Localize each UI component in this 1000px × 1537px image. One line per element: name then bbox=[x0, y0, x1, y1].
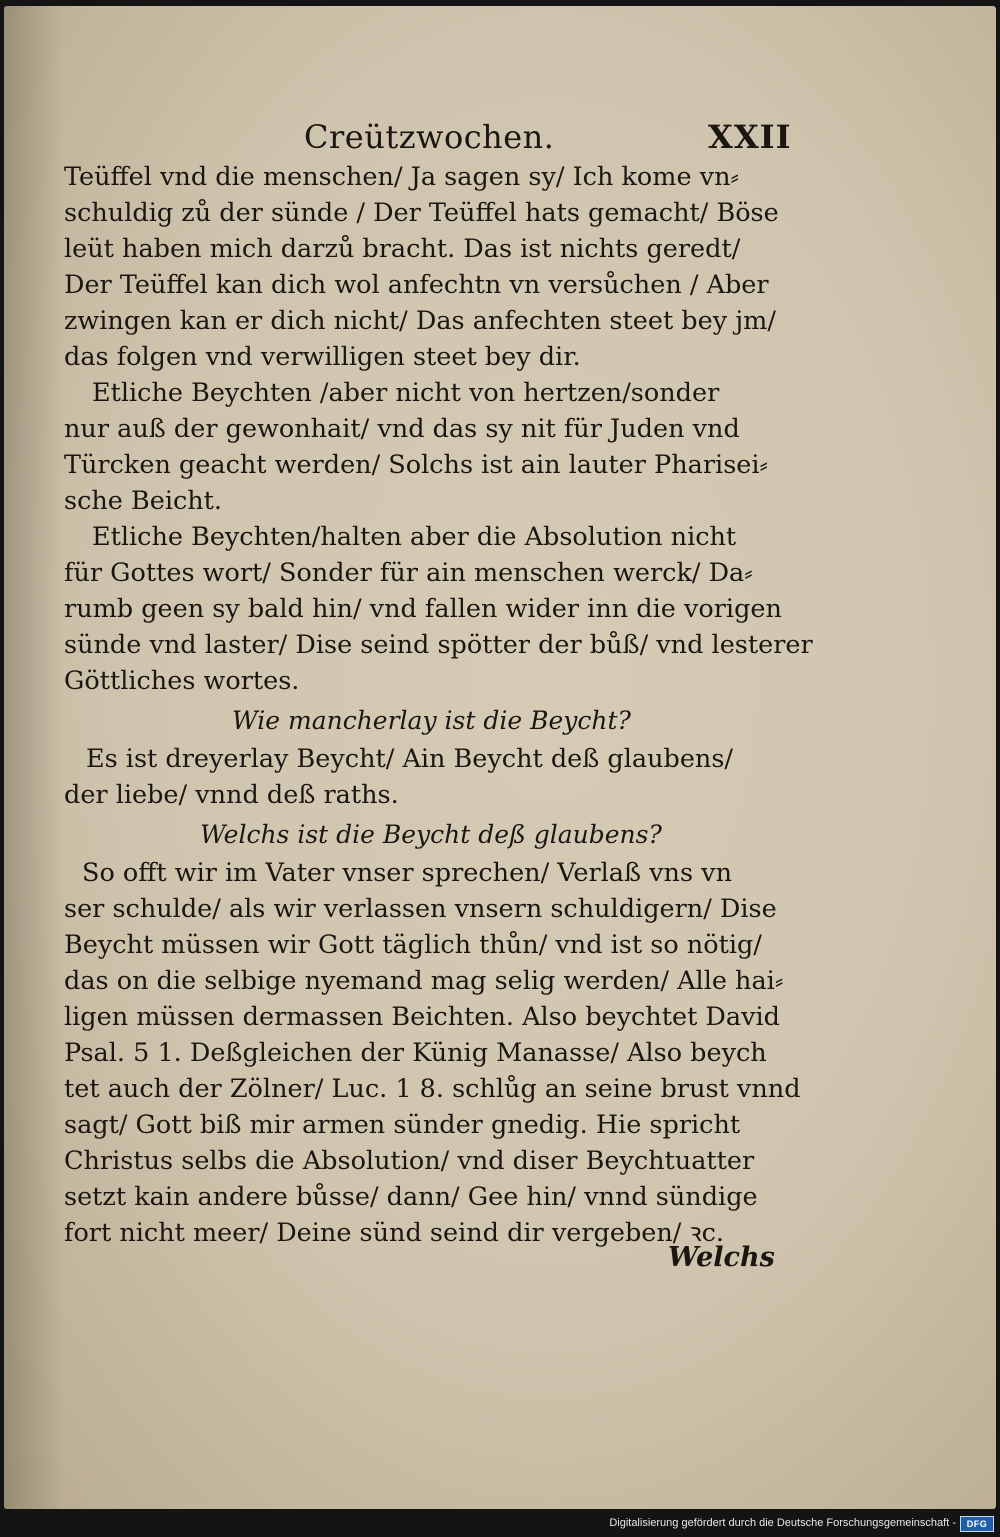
text-line: rumb geen sy bald hin/ vnd fallen wider inn die vorigen bbox=[64, 594, 782, 624]
text-line: ligen müssen dermassen Beichten. Also beychtet David bbox=[64, 1002, 780, 1032]
text-line: Türcken geacht werden/ Solchs ist ain lauter Pharisei⸗ bbox=[64, 450, 769, 480]
dfg-logo: DFG bbox=[960, 1516, 994, 1532]
section-heading: Welchs ist die Beycht deß glaubens? bbox=[200, 820, 662, 849]
text-line: Göttliches wortes. bbox=[64, 666, 300, 696]
text-line: das on die selbige nyemand mag selig werden/ Alle hai⸗ bbox=[64, 966, 784, 996]
text-line: sche Beicht. bbox=[64, 486, 223, 516]
text-line: So offt wir im Vater vnser sprechen/ Verlaß vns vn bbox=[82, 858, 732, 888]
text-line: Der Teüffel kan dich wol anfechtn vn versůchen / Aber bbox=[64, 270, 769, 300]
text-line: Etliche Beychten /aber nicht von hertzen/sonder bbox=[92, 378, 720, 408]
text-line: tet auch der Zölner/ Luc. 1 8. schlůg an seine brust vnnd bbox=[64, 1074, 801, 1104]
text-line: setzt kain andere bůsse/ dann/ Gee hin/ vnnd sündige bbox=[64, 1182, 758, 1212]
text-line: leüt haben mich darzů bracht. Das ist nichts geredt/ bbox=[64, 234, 741, 264]
text-line: Es ist dreyerlay Beycht/ Ain Beycht deß glaubens/ bbox=[86, 744, 734, 774]
text-line: Teüffel vnd die menschen/ Ja sagen sy/ Ich kome vn⸗ bbox=[64, 162, 739, 192]
running-head: Creützwochen. bbox=[304, 118, 555, 156]
text-line: der liebe/ vnnd deß raths. bbox=[64, 780, 399, 810]
text-line: nur auß der gewonhait/ vnd das sy nit für Juden vnd bbox=[64, 414, 740, 444]
text-line: sagt/ Gott biß mir armen sünder gnedig. Hie spricht bbox=[64, 1110, 741, 1140]
text-line: fort nicht meer/ Deine sünd seind dir vergeben/ ꝛc. bbox=[64, 1218, 724, 1248]
text-line: ser schulde/ als wir verlassen vnsern schuldigern/ Dise bbox=[64, 894, 777, 924]
text-line: schuldig zů der sünde / Der Teüffel hats gemacht/ Böse bbox=[64, 198, 779, 228]
text-line: zwingen kan er dich nicht/ Das anfechten steet bey jm/ bbox=[64, 306, 776, 336]
book-page bbox=[4, 6, 996, 1509]
page-gutter-shadow bbox=[4, 6, 64, 1509]
text-line: Beycht müssen wir Gott täglich thůn/ vnd ist so nötig/ bbox=[64, 930, 762, 960]
text-line: Psal. 5 1. Deßgleichen der Künig Manasse/ Also beych bbox=[64, 1038, 767, 1068]
text-line: Christus selbs die Absolution/ vnd diser Beychtuatter bbox=[64, 1146, 755, 1176]
section-heading: Wie mancherlay ist die Beycht? bbox=[232, 706, 631, 735]
footer-bar bbox=[0, 1509, 1000, 1537]
folio-number: XXII bbox=[708, 118, 792, 156]
text-line: das folgen vnd verwilligen steet bey dir. bbox=[64, 342, 581, 372]
catchword: Welchs bbox=[668, 1242, 775, 1273]
text-line: für Gottes wort/ Sonder für ain menschen werck/ Da⸗ bbox=[64, 558, 753, 588]
funding-credit: Digitalisierung gefördert durch die Deutsche Forschungsgemeinschaft - bbox=[609, 1517, 956, 1529]
text-line: Etliche Beychten/halten aber die Absolution nicht bbox=[92, 522, 737, 552]
text-line: sünde vnd laster/ Dise seind spötter der bůß/ vnd lesterer bbox=[64, 630, 813, 660]
